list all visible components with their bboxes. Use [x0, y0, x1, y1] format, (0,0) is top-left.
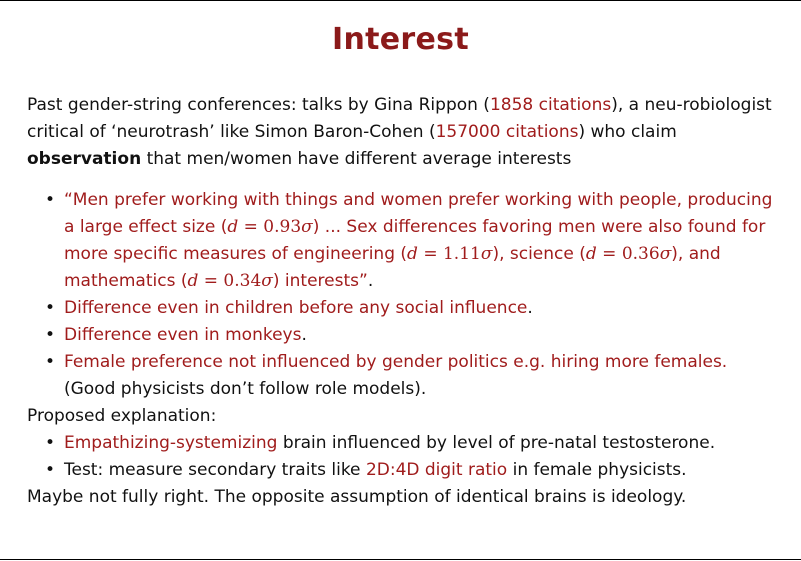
- intro-prefix: Past gender-string conferences: talks by Gina Rippon (: [27, 95, 490, 115]
- list-item-quote: [27, 187, 775, 295]
- intro-paragraph: [27, 92, 775, 173]
- female-preference-link[interactable]: Female preference not influenced by gender politics e.g. hiring more females.: [64, 352, 728, 372]
- rippon-citations-link[interactable]: 1858 citations: [489, 95, 612, 115]
- list-item-empathizing: [27, 430, 775, 457]
- observation-bold: observation: [27, 149, 142, 169]
- monkeys-end: .: [301, 325, 307, 345]
- digit-ratio-pre: Test: measure secondary traits like: [64, 460, 366, 480]
- explanation-list: [27, 430, 775, 484]
- monkeys-link[interactable]: Difference even in monkeys: [64, 325, 302, 345]
- quote-text-4: ), and mathematics (: [64, 244, 721, 291]
- top-border: [0, 0, 801, 1]
- quote-text-1: “Men prefer working with things and women prefer working with people, producing a large effect size (: [64, 190, 773, 237]
- female-preference-note: (Good physicists don’t follow role models).: [64, 379, 427, 399]
- effect-d-4: d: [187, 271, 199, 291]
- list-item-female-preference: [27, 349, 775, 403]
- slide-content: [27, 92, 775, 511]
- effect-d-3: d: [585, 244, 597, 264]
- digit-ratio-link[interactable]: 2D:4D digit ratio: [365, 460, 508, 480]
- empathizing-rest: brain influenced by level of pre-natal testosterone.: [277, 433, 716, 453]
- bottom-border: [0, 559, 801, 560]
- sigma-3: σ: [659, 244, 672, 264]
- proposed-explanation-label: Proposed explanation:: [27, 406, 217, 426]
- intro-middle-1: ), a neu-robiologist critical of ‘neurotrash’ like Simon Baron-Cohen (: [27, 95, 772, 142]
- intro-middle-2: ) who claim: [578, 122, 677, 142]
- list-item-children: [27, 295, 775, 322]
- list-item-digit-ratio: [27, 457, 775, 484]
- children-link[interactable]: Difference even in children before any social influence: [64, 298, 528, 318]
- list-item-monkeys: [27, 322, 775, 349]
- quote-text-3: ), science (: [492, 244, 586, 264]
- sigma-2: σ: [480, 244, 493, 264]
- quote-link[interactable]: [64, 190, 772, 291]
- effect-value-4: = 0.34: [198, 271, 262, 291]
- digit-ratio-post: in female physicists.: [507, 460, 687, 480]
- effect-value-1: = 0.93: [238, 217, 302, 237]
- effect-d-2: d: [407, 244, 418, 264]
- quote-text-5: ) interests”: [272, 271, 368, 291]
- empathizing-systemizing-link[interactable]: Empathizing-systemizing: [64, 433, 278, 453]
- quote-end: .: [367, 271, 374, 291]
- children-end: .: [527, 298, 533, 318]
- sigma-1: σ: [301, 217, 313, 237]
- effect-d-1: d: [227, 217, 239, 237]
- slide-title: Interest: [332, 22, 469, 57]
- evidence-list: [27, 187, 775, 403]
- quote-text-2: ) ... Sex differences favoring men were also found for more specific measures of engineering (: [64, 217, 766, 264]
- sigma-4: σ: [261, 271, 273, 291]
- baron-cohen-citations-link[interactable]: 157000 citations: [435, 122, 579, 142]
- closing-statement: Maybe not fully right. The opposite assumption of identical brains is ideology.: [27, 487, 687, 507]
- intro-suffix: that men/women have different average interests: [141, 149, 572, 169]
- effect-value-3: = 0.36: [596, 244, 660, 264]
- effect-value-2: = 1.11: [417, 244, 481, 264]
